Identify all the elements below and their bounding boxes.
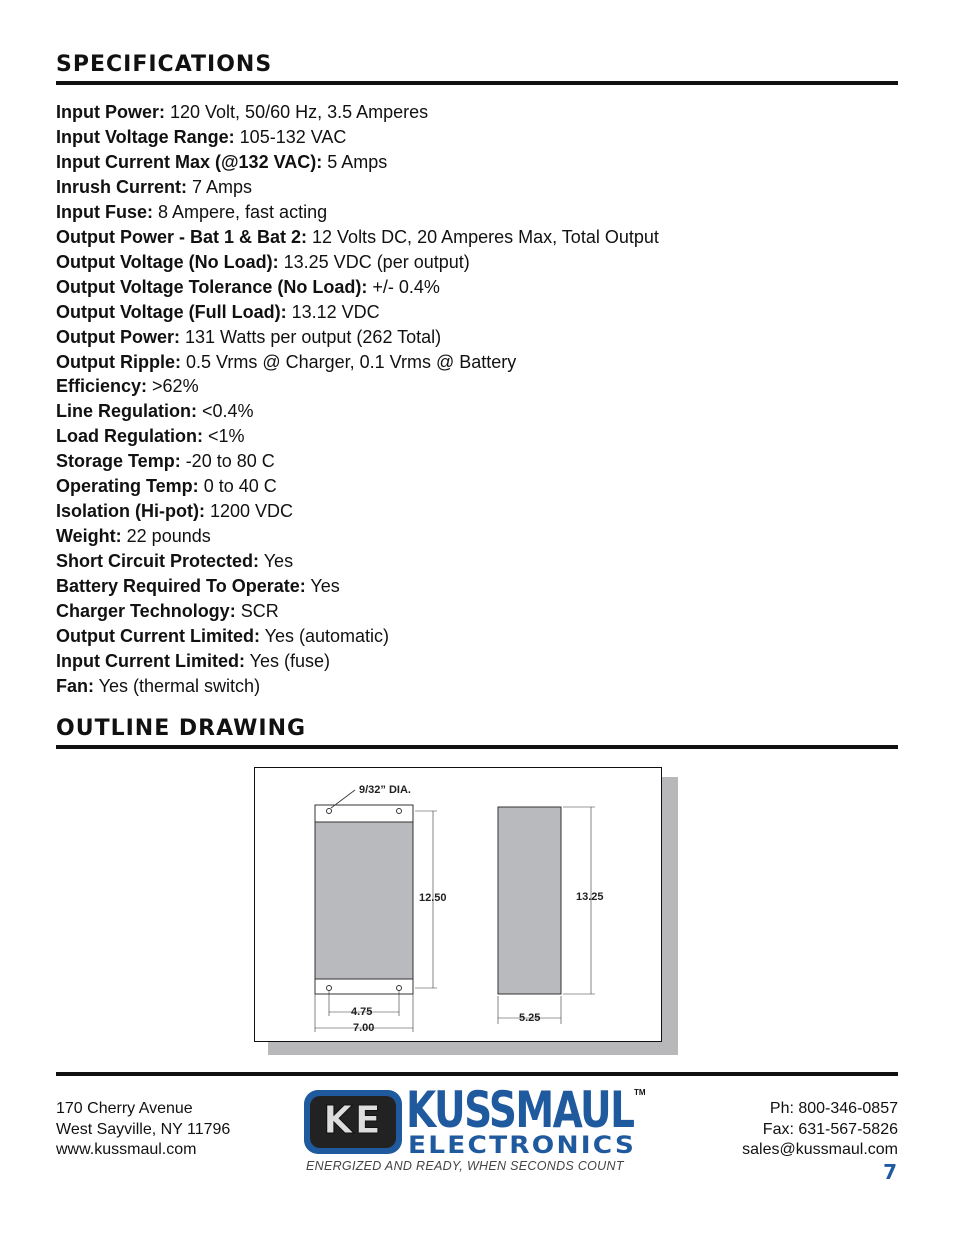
spec-item — [56, 225, 659, 250]
footer-divider — [56, 1072, 898, 1076]
spec-label: Battery Required To Operate: — [56, 576, 306, 597]
spec-value: Yes (automatic) — [259, 626, 390, 647]
spec-item — [56, 175, 659, 200]
spec-label: Load Regulation: — [56, 426, 203, 447]
spec-item — [56, 100, 659, 125]
spec-label: Fan: — [56, 675, 94, 696]
logo-ke-badge — [304, 1090, 402, 1154]
spec-item — [56, 325, 659, 350]
address-street: 170 Cherry Avenue — [56, 1100, 193, 1117]
spec-label: Operating Temp: — [56, 476, 199, 497]
spec-label: Charger Technology: — [56, 601, 236, 622]
spec-value: SCR — [235, 601, 279, 622]
logo-subtitle: ELECTRONICS — [408, 1131, 637, 1159]
spec-label: Input Voltage Range: — [56, 126, 235, 147]
spec-item — [56, 499, 659, 524]
spec-value: 120 Volt, 50/60 Hz, 3.5 Amperes — [165, 102, 429, 122]
specifications-list — [56, 100, 659, 699]
front-view-flange-bottom — [315, 979, 413, 994]
spec-value: 13.12 VDC — [286, 301, 380, 322]
spec-label: Line Regulation: — [56, 401, 197, 422]
spec-label: Output Power - Bat 1 & Bat 2: — [56, 226, 308, 247]
front-view-body — [315, 822, 413, 979]
spec-value: Yes — [305, 576, 340, 597]
spec-value: <0.4% — [197, 401, 254, 422]
spec-item — [56, 474, 659, 499]
spec-item — [56, 424, 659, 449]
spec-value: <1% — [203, 426, 245, 447]
front-outer-width-label: 7.00 — [353, 1022, 375, 1034]
drawing-frame — [254, 767, 662, 1042]
spec-item — [56, 599, 659, 624]
spec-value: 5 Amps — [322, 151, 388, 172]
address-city: West Sayville, NY 11796 — [56, 1120, 231, 1138]
spec-item — [56, 624, 659, 649]
spec-label: Output Power: — [56, 326, 180, 347]
spec-value: -20 to 80 C — [180, 451, 275, 472]
spec-item — [56, 649, 659, 674]
logo-trademark: TM — [634, 1088, 646, 1097]
spec-label: Efficiency: — [56, 376, 148, 397]
spec-value: 8 Ampere, fast acting — [153, 201, 328, 222]
spec-value: 1200 VDC — [204, 501, 294, 522]
logo-tagline: ENERGIZED AND READY, WHEN SECONDS COUNT — [306, 1159, 624, 1173]
contact-phone: Ph: 800-346-0857 — [769, 1100, 898, 1117]
spec-label: Output Ripple: — [56, 351, 181, 372]
spec-item — [56, 399, 659, 424]
spec-label: Storage Temp: — [56, 451, 181, 472]
spec-value: 0.5 Vrms @ Charger, 0.1 Vrms @ Battery — [180, 351, 517, 372]
side-view-body — [498, 807, 561, 994]
spec-item — [56, 275, 659, 300]
spec-item — [56, 300, 659, 325]
spec-label: Inrush Current: — [56, 176, 188, 197]
spec-item — [56, 150, 659, 175]
spec-value: 105-132 VAC — [234, 126, 347, 147]
spec-item — [56, 200, 659, 225]
page-number: 7 — [883, 1160, 897, 1184]
specifications-heading: SPECIFICATIONS — [56, 52, 898, 85]
footer-address — [56, 1099, 230, 1161]
spec-label: Output Voltage Tolerance (No Load): — [56, 276, 368, 297]
front-height-label: 12.50 — [419, 892, 447, 904]
logo-brand-name: KUSSMAUL — [406, 1081, 634, 1139]
spec-item — [56, 350, 659, 375]
spec-item — [56, 449, 659, 474]
spec-value: 131 Watts per output (262 Total) — [180, 326, 442, 347]
spec-label: Isolation (Hi-pot): — [56, 501, 205, 522]
address-website: www.kussmaul.com — [56, 1141, 197, 1158]
spec-label: Input Current Limited: — [56, 650, 245, 671]
outline-drawing — [254, 767, 678, 1055]
spec-label: Input Power: — [56, 102, 165, 122]
spec-item — [56, 374, 659, 399]
spec-value: 22 pounds — [121, 526, 211, 547]
front-inner-width-label: 4.75 — [351, 1006, 373, 1018]
spec-value: 7 Amps — [187, 176, 253, 197]
spec-value: Yes (thermal switch) — [94, 675, 261, 696]
spec-label: Output Voltage (Full Load): — [56, 301, 287, 322]
outline-drawing-heading: OUTLINE DRAWING — [56, 716, 898, 749]
logo-ke-letters: KE — [323, 1098, 383, 1142]
kussmaul-logo — [304, 1081, 646, 1180]
spec-item — [56, 250, 659, 275]
spec-label: Output Voltage (No Load): — [56, 251, 279, 272]
spec-item — [56, 574, 659, 599]
spec-value: Yes — [259, 551, 294, 572]
footer-contact — [742, 1099, 898, 1161]
contact-fax: Fax: 631-567-5826 — [762, 1120, 898, 1138]
spec-item — [56, 125, 659, 150]
hole-dia-label: 9/32” DIA. — [359, 784, 411, 796]
spec-value: Yes (fuse) — [244, 650, 331, 671]
side-width-label: 5.25 — [519, 1012, 541, 1024]
spec-label: Weight: — [56, 526, 122, 547]
spec-label: Input Fuse: — [56, 201, 153, 222]
spec-item — [56, 674, 659, 699]
outline-drawing-svg — [255, 768, 663, 1043]
spec-label: Output Current Limited: — [56, 626, 260, 647]
spec-item — [56, 524, 659, 549]
spec-label: Short Circuit Protected: — [56, 551, 260, 572]
contact-email: sales@kussmaul.com — [742, 1141, 898, 1158]
spec-value: 13.25 VDC (per output) — [278, 251, 470, 272]
spec-value: 12 Volts DC, 20 Amperes Max, Total Output — [307, 226, 659, 247]
spec-value: >62% — [147, 376, 199, 397]
spec-value: +/- 0.4% — [367, 276, 440, 297]
side-height-label: 13.25 — [576, 891, 604, 903]
spec-value: 0 to 40 C — [198, 476, 277, 497]
spec-item — [56, 549, 659, 574]
spec-label: Input Current Max (@132 VAC): — [56, 151, 323, 172]
